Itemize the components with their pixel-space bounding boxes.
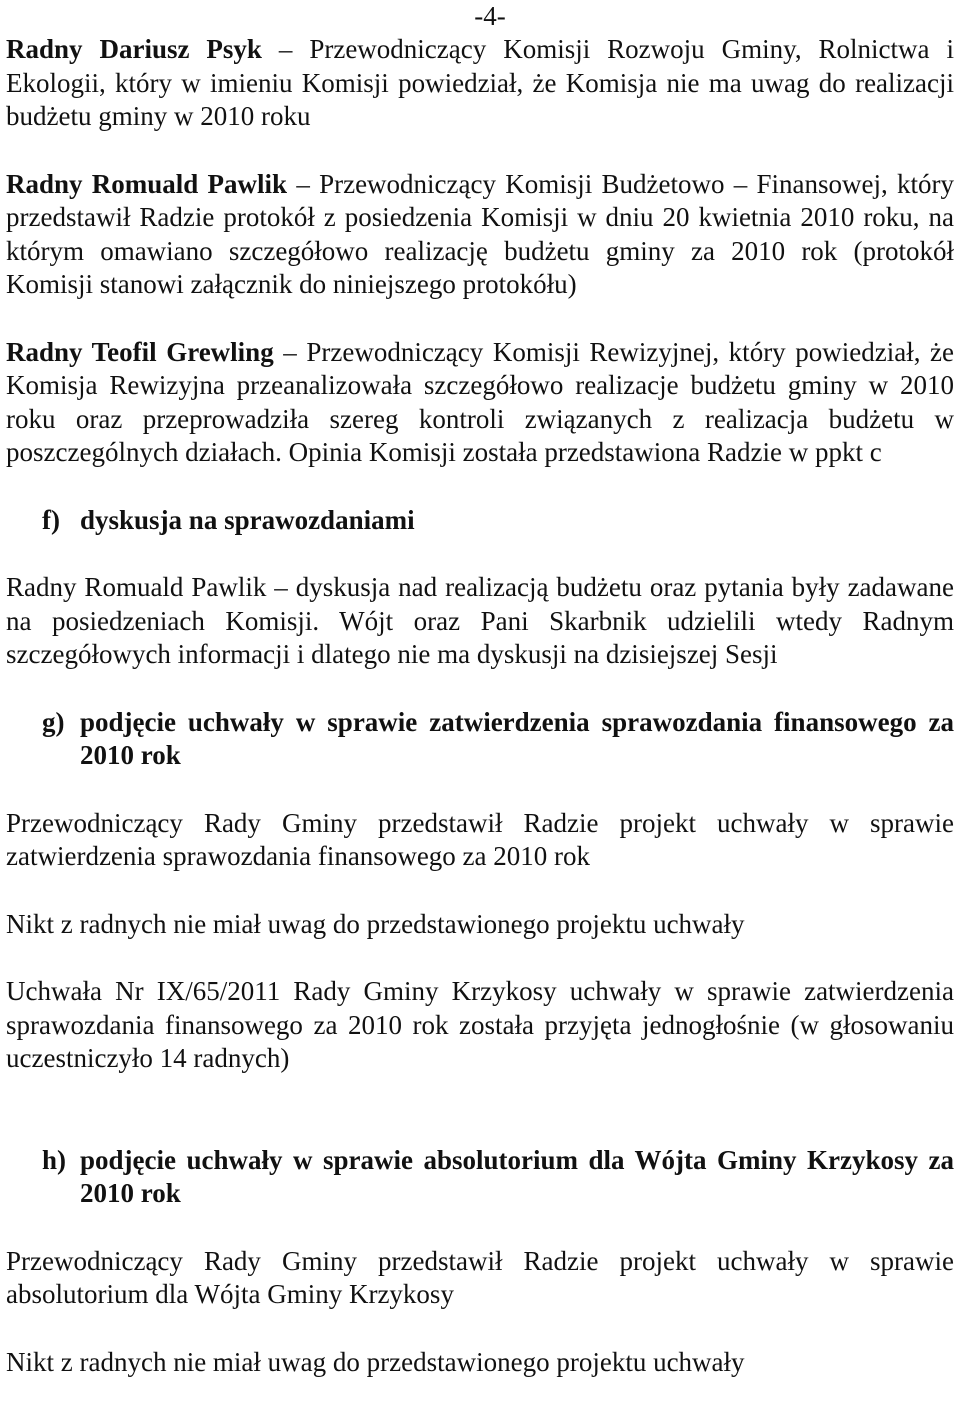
paragraph-g-resolution: Uchwała Nr IX/65/2011 Rady Gminy Krzykosy uchwały w sprawie zatwierdzenia sprawozdania finansowego za 2010 rok została przyjęta jednogłośnie (w głosowaniu uczestniczyło 14 radnych) [6, 976, 954, 1073]
paragraph-grewling [6, 336, 954, 470]
speaker-name: Radny Teofil Grewling [6, 336, 274, 367]
document-page [6, 0, 954, 1379]
speaker-name: Radny Romuald Pawlik [6, 168, 288, 199]
section-heading-g [6, 706, 954, 773]
paragraph-g-presented: Przewodniczący Rady Gminy przedstawił Radzie projekt uchwały w sprawie zatwierdzenia sprawozdania finansowego za 2010 rok [6, 807, 954, 871]
paragraph-text: – Przewodniczący Komisji Budżetowo – Finansowej, który przedstawił Radzie protokół z posiedzenia Komisji w dniu 20 kwietnia 2010 roku, na którym omawiano szczegółowo realizację budżetu gminy za 2010 rok (protokół Komisji stanowi załącznik do niniejszego protokółu) [6, 168, 954, 299]
section-letter: f) [42, 504, 60, 535]
section-title: dyskusja na sprawozdaniami [80, 504, 415, 535]
speaker-name: Radny Dariusz Psyk [6, 34, 262, 64]
section-letter: g) [42, 706, 65, 737]
section-letter: h) [42, 1144, 67, 1175]
paragraph-h-presented: Przewodniczący Rady Gminy przedstawił Radzie projekt uchwały w sprawie absolutorium dla Wójta Gminy Krzykosy [6, 1245, 954, 1309]
section-title: podjęcie uchwały w sprawie zatwierdzenia sprawozdania finansowego za 2010 rok [80, 706, 954, 770]
paragraph-psyk [6, 33, 954, 134]
paragraph-discussion: Radny Romuald Pawlik – dyskusja nad realizacją budżetu oraz pytania były zadawane na posiedzeniach Komisji. Wójt oraz Pani Skarbnik udzielili wtedy Radnym szczegółowych informacji i dlatego nie ma dyskusji na dzisiejszej Sesji [6, 572, 954, 669]
paragraph-pawlik [6, 168, 954, 302]
paragraph-h-no-remarks: Nikt z radnych nie miał uwag do przedstawionego projektu uchwały [6, 1346, 745, 1377]
paragraph-text: – Przewodniczący Komisji Rewizyjnej, który powiedział, że Komisja Rewizyjna przeanalizowała szczegółowo realizacje budżetu gminy w 2010 roku oraz przeprowadziła szereg kontroli związanych z realizacja budżetu w poszczególnych działach. Opinia Komisji została przedstawiona Radzie w ppkt c [6, 336, 954, 467]
section-heading-h [6, 1144, 954, 1211]
page-number: -4- [474, 1, 506, 31]
section-heading-f [6, 504, 954, 538]
paragraph-g-no-remarks: Nikt z radnych nie miał uwag do przedstawionego projektu uchwały [6, 908, 745, 939]
paragraph-text: – Przewodniczący Komisji Rozwoju Gminy, Rolnictwa i Ekologii, który w imieniu Komisji powiedział, że Komisja nie ma uwag do realizacji budżetu gminy w 2010 roku [6, 34, 954, 131]
section-title: podjęcie uchwały w sprawie absolutorium dla Wójta Gminy Krzykosy za 2010 rok [80, 1144, 954, 1208]
